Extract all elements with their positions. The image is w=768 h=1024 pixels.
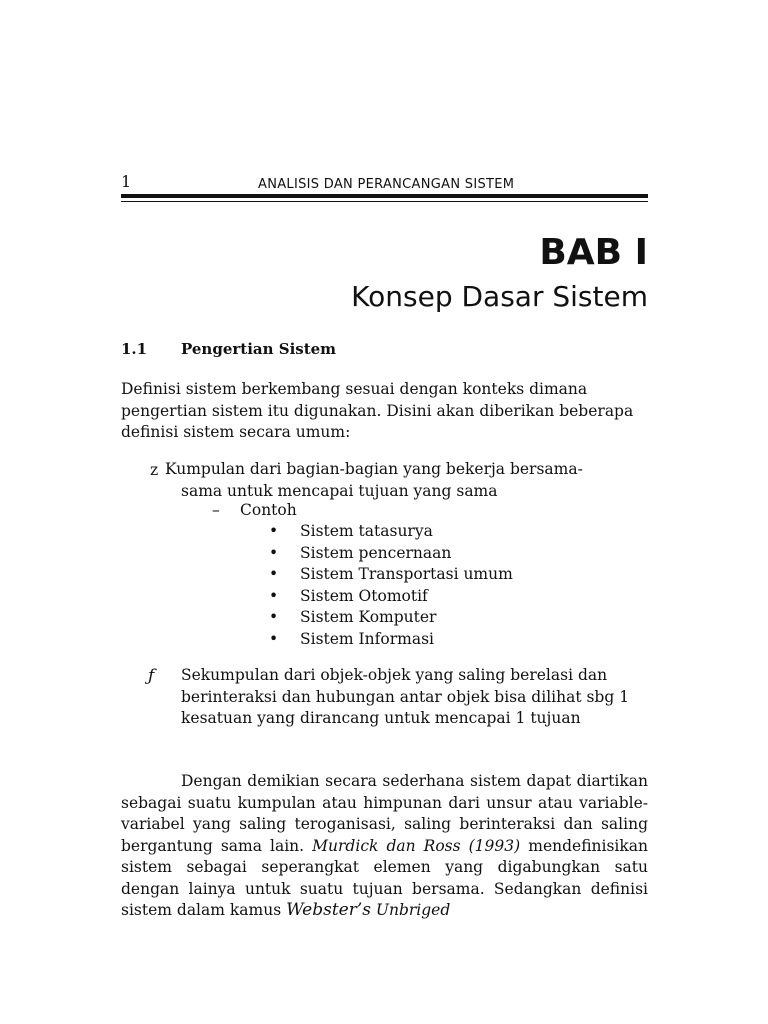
bullet-text-2: Sekumpulan dari objek-objek yang saling berelasi dan berinteraksi dan hubungan antar objek bisa dilihat sbg 1 kesatuan yang dirancang untuk mencapai 1 tujuan: [181, 666, 630, 727]
intro-paragraph: Definisi sistem berkembang sesuai dengan konteks dimana pengertian sistem itu digunakan. Disini akan diberikan beberapa definisi sistem secara umum:: [121, 380, 634, 441]
list-item: • Sistem Komputer: [269, 607, 513, 629]
list-item: • Sistem pencernaan: [269, 543, 513, 565]
section-number: 1.1: [121, 340, 148, 358]
bullet-marker-2: ƒ: [148, 666, 155, 686]
dash-marker: –: [212, 501, 220, 519]
page-number: 1: [121, 172, 132, 191]
unbriged-term: Unbriged: [375, 901, 451, 919]
bullet-marker-1: z: [150, 461, 159, 479]
chapter-label: BAB I: [539, 232, 648, 273]
example-label: Contoh: [240, 501, 297, 519]
body-paragraph: Dengan demikian secara sederhana sistem dapat diartikan sebagai suatu kumpulan atau himpunan dari unsur atau variable-variabel yang saling teroganisasi, saling berinteraksi dan saling bergantung sama lain. Murdick dan Ross (1993) mendefinisikan sistem sebagai seperangkat elemen yang digabungkan satu dengan lainya untuk suatu tujuan bersama. Sedangkan definisi sistem dalam kamus Webster’s Unbriged: [121, 772, 649, 920]
list-item: • Sistem Informasi: [269, 629, 513, 651]
running-header: ANALISIS DAN PERANCANGAN SISTEM: [258, 177, 515, 192]
webster-term: Webster’s: [286, 900, 371, 920]
list-item: • Sistem tatasurya: [269, 521, 513, 543]
chapter-title: Konsep Dasar Sistem: [351, 280, 648, 313]
bullet-1-line-2: sama untuk mencapai tujuan yang sama: [181, 481, 498, 500]
section-title: Pengertian Sistem: [181, 340, 337, 358]
example-list: [269, 521, 513, 650]
header-rule-thick: [121, 194, 648, 198]
bullet-dot: •: [269, 586, 279, 605]
bullet-1-line-1: Kumpulan dari bagian-bagian yang bekerja bersama-: [165, 460, 583, 478]
bullet-dot: •: [269, 565, 279, 583]
header-rule-thin: [121, 201, 648, 202]
bullet-text-1: [165, 459, 635, 502]
list-item: • Sistem Otomotif: [269, 586, 513, 608]
citation: Murdick dan Ross (1993): [312, 836, 521, 855]
bullet-dot: •: [269, 522, 279, 540]
bullet-dot: •: [269, 629, 279, 648]
list-item: • Sistem Transportasi umum: [269, 564, 513, 586]
bullet-dot: •: [269, 543, 279, 562]
bullet-dot: •: [269, 608, 279, 626]
